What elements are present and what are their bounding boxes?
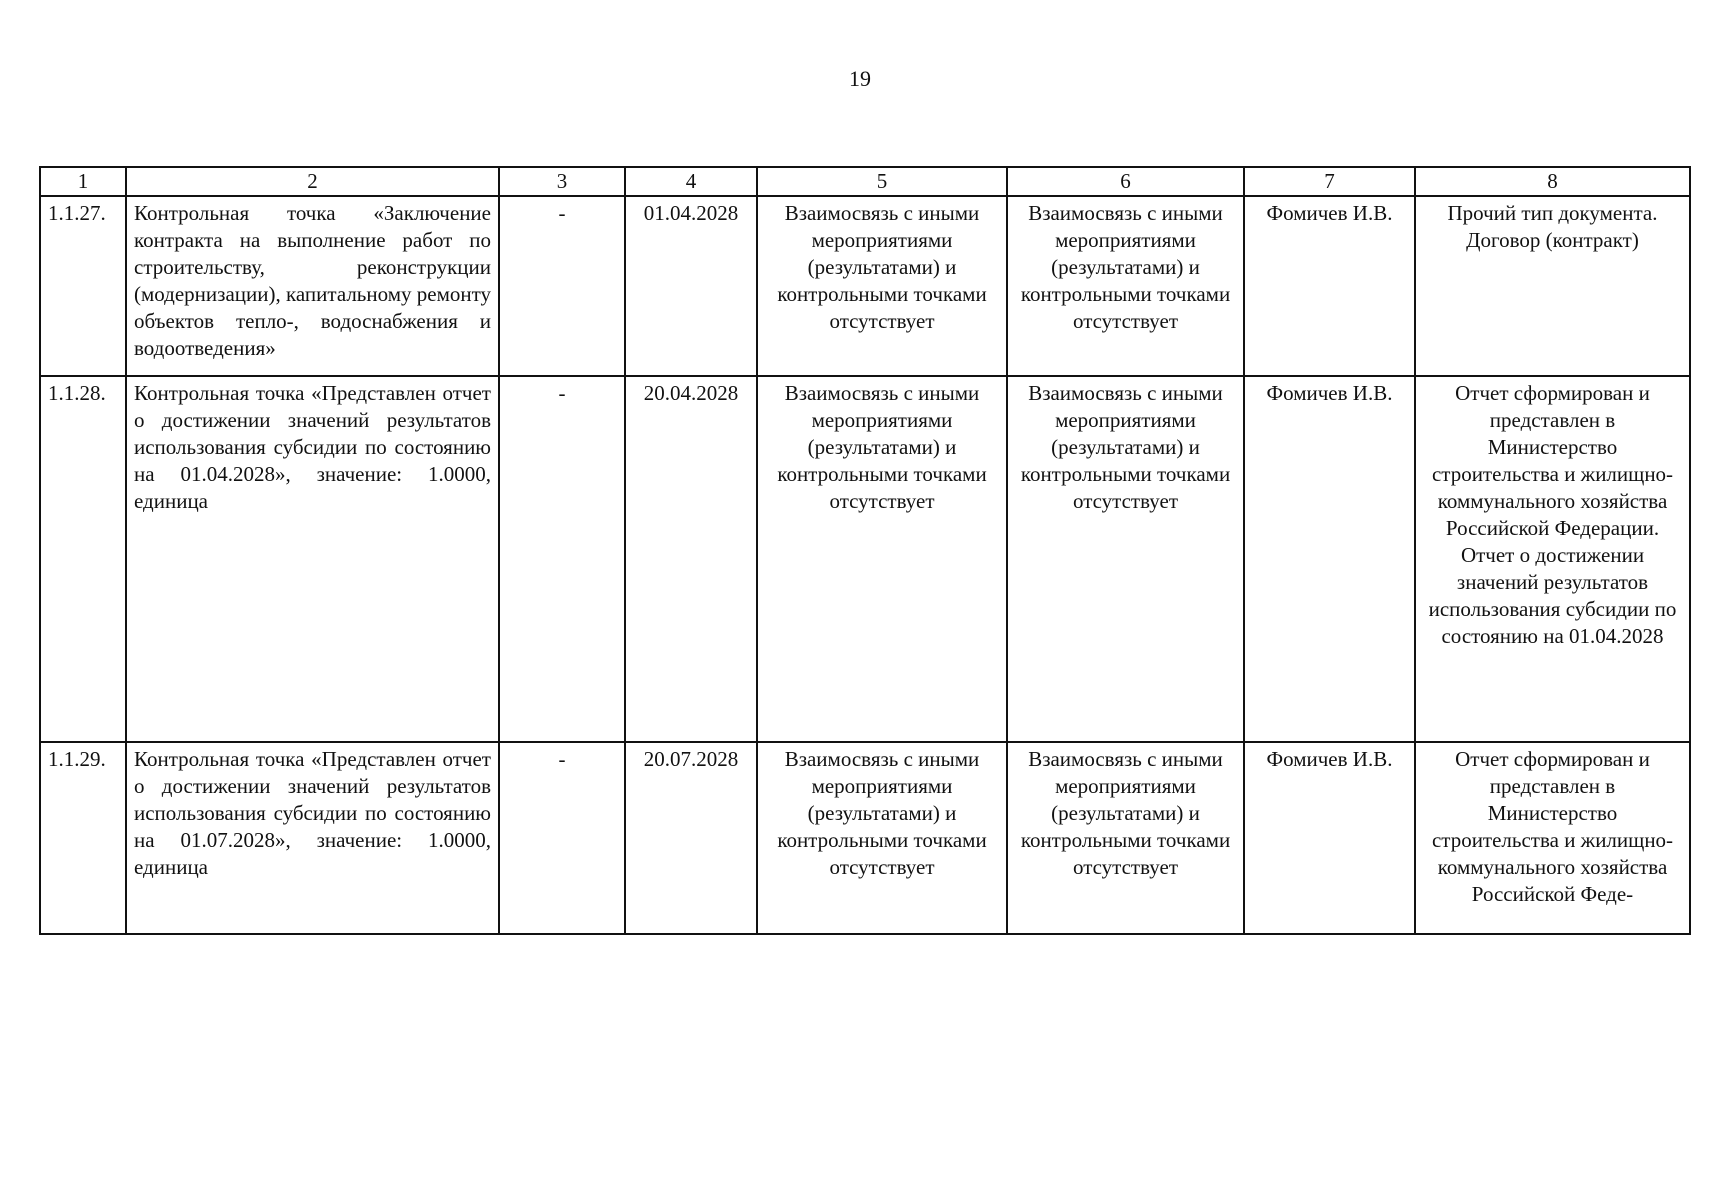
control-point-description: Контрольная точка «Заключение контракта на выполнение работ по строительству, реконструкции (модернизации), капитальному ремонту объектов тепло-, водоснабжения и водоотведения» xyxy=(126,196,499,376)
column-header-6: 6 xyxy=(1007,167,1244,196)
relation-results: Взаимосвязь с иными мероприятиями (результатами) и контрольными точками отсутствует xyxy=(1007,196,1244,376)
table-row xyxy=(40,742,1690,934)
column-3-value: - xyxy=(499,376,625,742)
document-type: Прочий тип документа. Договор (контракт) xyxy=(1415,196,1690,376)
relation-events: Взаимосвязь с иными мероприятиями (результатами) и контрольными точками отсутствует xyxy=(757,742,1007,934)
table-row xyxy=(40,376,1690,742)
column-3-value: - xyxy=(499,196,625,376)
column-header-4: 4 xyxy=(625,167,757,196)
column-header-7: 7 xyxy=(1244,167,1415,196)
deadline-date: 20.07.2028 xyxy=(625,742,757,934)
deadline-date: 20.04.2028 xyxy=(625,376,757,742)
row-number: 1.1.29. xyxy=(40,742,126,934)
column-header-1: 1 xyxy=(40,167,126,196)
control-points-table xyxy=(39,166,1691,935)
relation-results: Взаимосвязь с иными мероприятиями (результатами) и контрольными точками отсутствует xyxy=(1007,376,1244,742)
relation-events: Взаимосвязь с иными мероприятиями (результатами) и контрольными точками отсутствует xyxy=(757,376,1007,742)
table-row xyxy=(40,196,1690,376)
column-header-3: 3 xyxy=(499,167,625,196)
column-header-8: 8 xyxy=(1415,167,1690,196)
row-number: 1.1.28. xyxy=(40,376,126,742)
document-type: Отчет сформирован и представлен в Министерство строительства и жилищно-коммунального хозяйства Российской Феде- xyxy=(1415,742,1690,934)
page-number: 19 xyxy=(849,66,871,91)
relation-results: Взаимосвязь с иными мероприятиями (результатами) и контрольными точками отсутствует xyxy=(1007,742,1244,934)
header-row xyxy=(40,167,1690,196)
control-point-description: Контрольная точка «Представлен отчет о достижении значений результатов использования субсидии по состоянию на 01.04.2028», значение: 1.0000, единица xyxy=(126,376,499,742)
relation-events: Взаимосвязь с иными мероприятиями (результатами) и контрольными точками отсутствует xyxy=(757,196,1007,376)
deadline-date: 01.04.2028 xyxy=(625,196,757,376)
column-header-5: 5 xyxy=(757,167,1007,196)
control-point-description: Контрольная точка «Представлен отчет о достижении значений результатов использования субсидии по состоянию на 01.07.2028», значение: 1.0000, единица xyxy=(126,742,499,934)
column-header-2: 2 xyxy=(126,167,499,196)
column-3-value: - xyxy=(499,742,625,934)
responsible-person: Фомичев И.В. xyxy=(1244,196,1415,376)
document-type: Отчет сформирован и представлен в Министерство строительства и жилищно-коммунального хозяйства Российской Федерации. Отчет о достижении значений результатов использования субсидии по состоянию на 01.04.2028 xyxy=(1415,376,1690,742)
row-number: 1.1.27. xyxy=(40,196,126,376)
responsible-person: Фомичев И.В. xyxy=(1244,742,1415,934)
responsible-person: Фомичев И.В. xyxy=(1244,376,1415,742)
